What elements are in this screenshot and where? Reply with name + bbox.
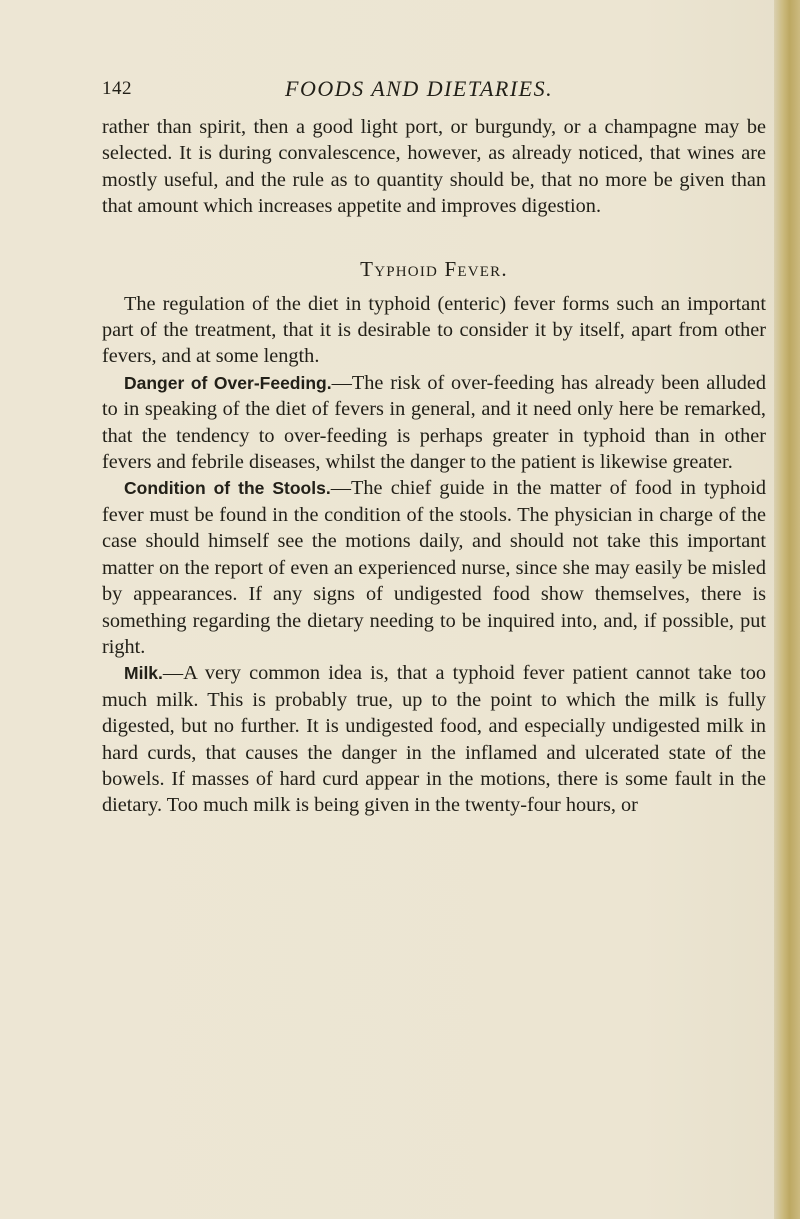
- stools-paragraph: [102, 475, 766, 660]
- page-body: [102, 114, 766, 819]
- intro-paragraph: The regulation of the diet in typhoid (enteric) fever forms such an important part of the treatment, that it is desirable to consider it by itself, apart from other fevers, and at some length.: [102, 292, 766, 368]
- milk-paragraph: [102, 660, 766, 818]
- section-heading: Typhoid Fever.: [360, 256, 508, 281]
- stools-text: —The chief guide in the matter of food in typhoid fever must be found in the condition of the stools. The physician in charge of the case should himself see the motions daily, and should not take this important matter on the report of even an experienced nurse, since she may easily be misled by appearances. If any signs of undigested food show themselves, there is something regarding the dietary needing to be inquired into, and, if possible, put right.: [102, 477, 767, 658]
- danger-heading: Danger of Over-Feeding.: [124, 372, 332, 393]
- danger-paragraph: [102, 370, 766, 476]
- page-edge: [774, 0, 800, 1219]
- continuation-paragraph: rather than spirit, then a good light port, or burgundy, or a champagne may be selected. It is during convalescence, however, as already noticed, that wines are mostly useful, and the rule as to quantity should be, that no more be given than that amount which increases appetite and improves digestion.: [102, 116, 766, 218]
- milk-heading: Milk.: [124, 663, 163, 684]
- page-header: [102, 76, 762, 106]
- running-title: FOODS AND DIETARIES.: [285, 76, 554, 101]
- page-number: 142: [102, 78, 132, 99]
- milk-text: —A very common idea is, that a typhoid fever patient cannot take too much milk. This is probably true, up to the point to which the milk is fully digested, but no further. It is undigested food, and especially undigested milk in hard curds, that causes the danger in the inflamed and ulcerated state of the bowels. If masses of hard curd appear in the motions, there is some fault in the dietary. Too much milk is being given in the twenty-four hours, or: [102, 662, 766, 817]
- danger-text: —The risk of over-feeding has already been alluded to in speaking of the diet of fevers in general, and it need only here be remarked, that the tendency to over-feeding is perhaps greater in typhoid than in other fevers and febrile diseases, whilst the danger to the patient is likewise greater.: [102, 371, 767, 474]
- stools-heading: Condition of the Stools.: [124, 478, 331, 499]
